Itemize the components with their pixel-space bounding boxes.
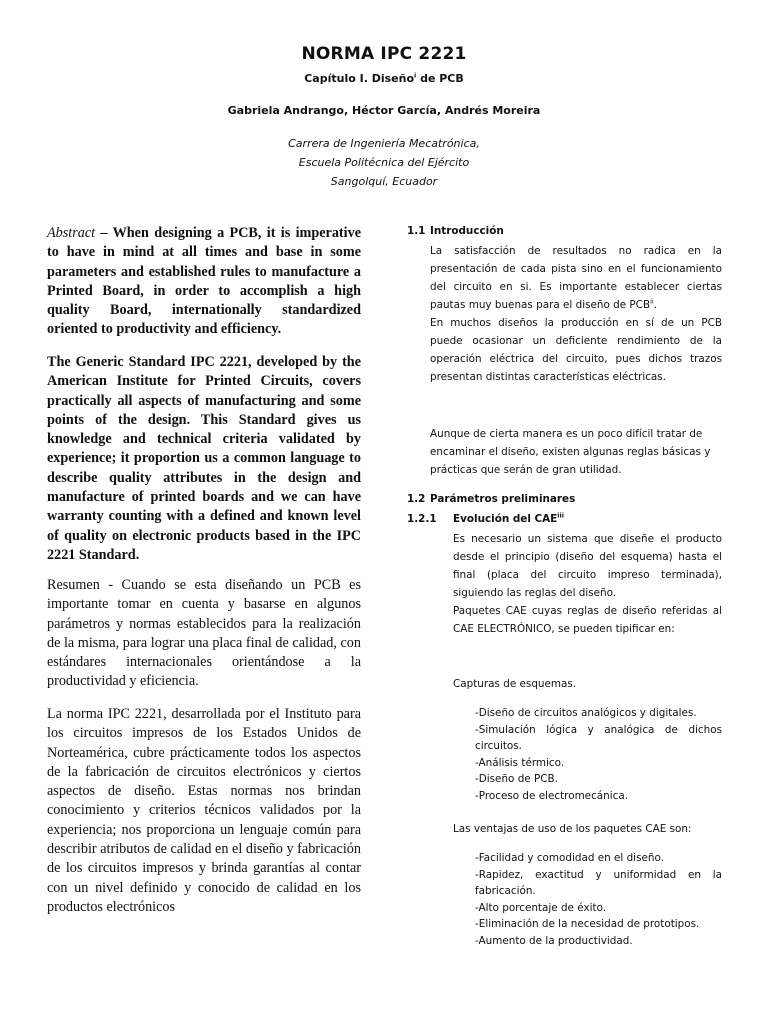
list-item: -Análisis térmico. [475, 756, 565, 769]
resumen-paragraph: La norma IPC 2221, desarrollada por el Instituto para los circuitos impresos de los Estados Unidos de Norteamérica, cubre prácticamente todos los aspectos de la fabricación de circuitos electrónicos y ciertos aspectos de diseño. Estas normas nos brindan conocimiento y criterios técnicos validados por la experiencia; nos proporciona un lenguaje común para describir atributos de calidad en el diseño y fabricación de los circuitos impresos y brinda garantías al contar con un nivel definido y conocido de calidad en los productos electrónicos [47, 706, 361, 915]
section-number: 1.1 [407, 225, 426, 237]
section-title: Parámetros preliminares [430, 493, 576, 505]
paragraph-text: Es necesario un sistema que diseñe el producto desde el principio (diseño del esquema) hasta el final (placa del circuito impreso terminada), siguiendo las reglas del diseño. [453, 533, 722, 599]
subsection-paragraph [453, 530, 722, 638]
list-item: -Facilidad y comodidad en el diseño. [475, 852, 664, 864]
affiliation-line: Carrera de Ingeniería Mecatrónica, [288, 137, 480, 150]
list-item: -Diseño de PCB. [475, 773, 558, 785]
abstract-paragraph [47, 224, 361, 340]
list-item: -Diseño de circuitos analógicos y digitales. [475, 707, 697, 719]
subsection-title-text: Evolución del CAE [453, 513, 558, 525]
subtitle-text-end: de PCB [416, 72, 464, 85]
list-item: -Eliminación de la necesidad de prototipos. [475, 918, 700, 930]
section-number: 1.2 [407, 493, 426, 505]
affiliation-line: Escuela Politécnica del Ejército [298, 156, 470, 169]
affiliation-line: Sangolquí, Ecuador [330, 175, 438, 188]
advantages-list [475, 850, 722, 949]
list-item: -Simulación lógica y analógica de dichos circuitos. [475, 723, 722, 752]
paragraph-text: La satisfacción de resultados no radica en la presentación de cada pista sino en el funcionamiento del circuito en si. Es importante establecer ciertas pautas muy buenas para el diseño de PCB [430, 245, 722, 311]
abstract-text: – When designing a PCB, it is imperative to have in mind at all times and base in some parameters and established rules to manufacture a Printed Board, in order to accomplish a high quality Board, internationally standardized oriented to productivity and efficiency. [47, 225, 361, 338]
section-paragraph: Aunque de cierta manera es un poco difícil tratar de encaminar el diseño, existen algunas reglas básicas y prácticas que serán de gran utilidad. [430, 428, 711, 476]
section-title: Introducción [430, 225, 504, 237]
footnote-ref: i [414, 71, 417, 80]
abstract-label: Abstract [47, 225, 96, 241]
list-item: -Alto porcentaje de éxito. [475, 901, 607, 914]
paragraph-text: Paquetes CAE cuyas reglas de diseño referidas al CAE ELECTRÓNICO, se pueden tipificar en: [453, 605, 722, 635]
list-item: -Proceso de electromecánica. [475, 789, 629, 802]
list-heading: Capturas de esquemas. [453, 678, 577, 690]
paragraph-end: . [653, 299, 658, 311]
section-paragraph [430, 242, 722, 386]
footnote-ref: ii [650, 297, 654, 306]
resumen-paragraph: Resumen - Cuando se esta diseñando un PCB es importante tomar en cuenta y basarse en algunos parámetros y normas establecidos para la realización de la misma, para lograr una placa final de calidad, con estándares internacionales orientándose a la productividad y eficiencia. [47, 577, 361, 690]
list-heading: Las ventajas de uso de los paquetes CAE son: [453, 823, 692, 835]
abstract-paragraph: The Generic Standard IPC 2221, developed by the American Institute for Printed Circuits, covers practically all aspects of manufacturing and some points of the design. This Standard gives us knowledge and technical criteria validated by experience; it proportion us a common language to describe quality attributes in the design and manufacture of printed boards and we can have warranty counting with a defined and known level of quality on electronic products based in the IPC 2221 Standard. [47, 354, 361, 563]
authors: Gabriela Andrango, Héctor García, Andrés Moreira [227, 104, 541, 117]
captures-list [475, 705, 722, 804]
subtitle-text: Capítulo I. Diseño [304, 72, 415, 85]
paper-title: NORMA IPC 2221 [301, 44, 467, 64]
list-item: -Rapidez, exactitud y uniformidad en la fabricación. [475, 868, 722, 897]
subsection-title [453, 513, 564, 525]
list-item: -Aumento de la productividad. [475, 934, 633, 947]
subsection-number: 1.2.1 [407, 513, 437, 525]
paragraph-text: En muchos diseños la producción en sí de un PCB puede ocasionar un deficiente rendimiento de la operación eléctrica del circuito, pues dichos trazos presentan distintas características eléctricas. [430, 317, 722, 383]
footnote-ref: iii [557, 511, 564, 520]
paper-subtitle [0, 72, 768, 85]
